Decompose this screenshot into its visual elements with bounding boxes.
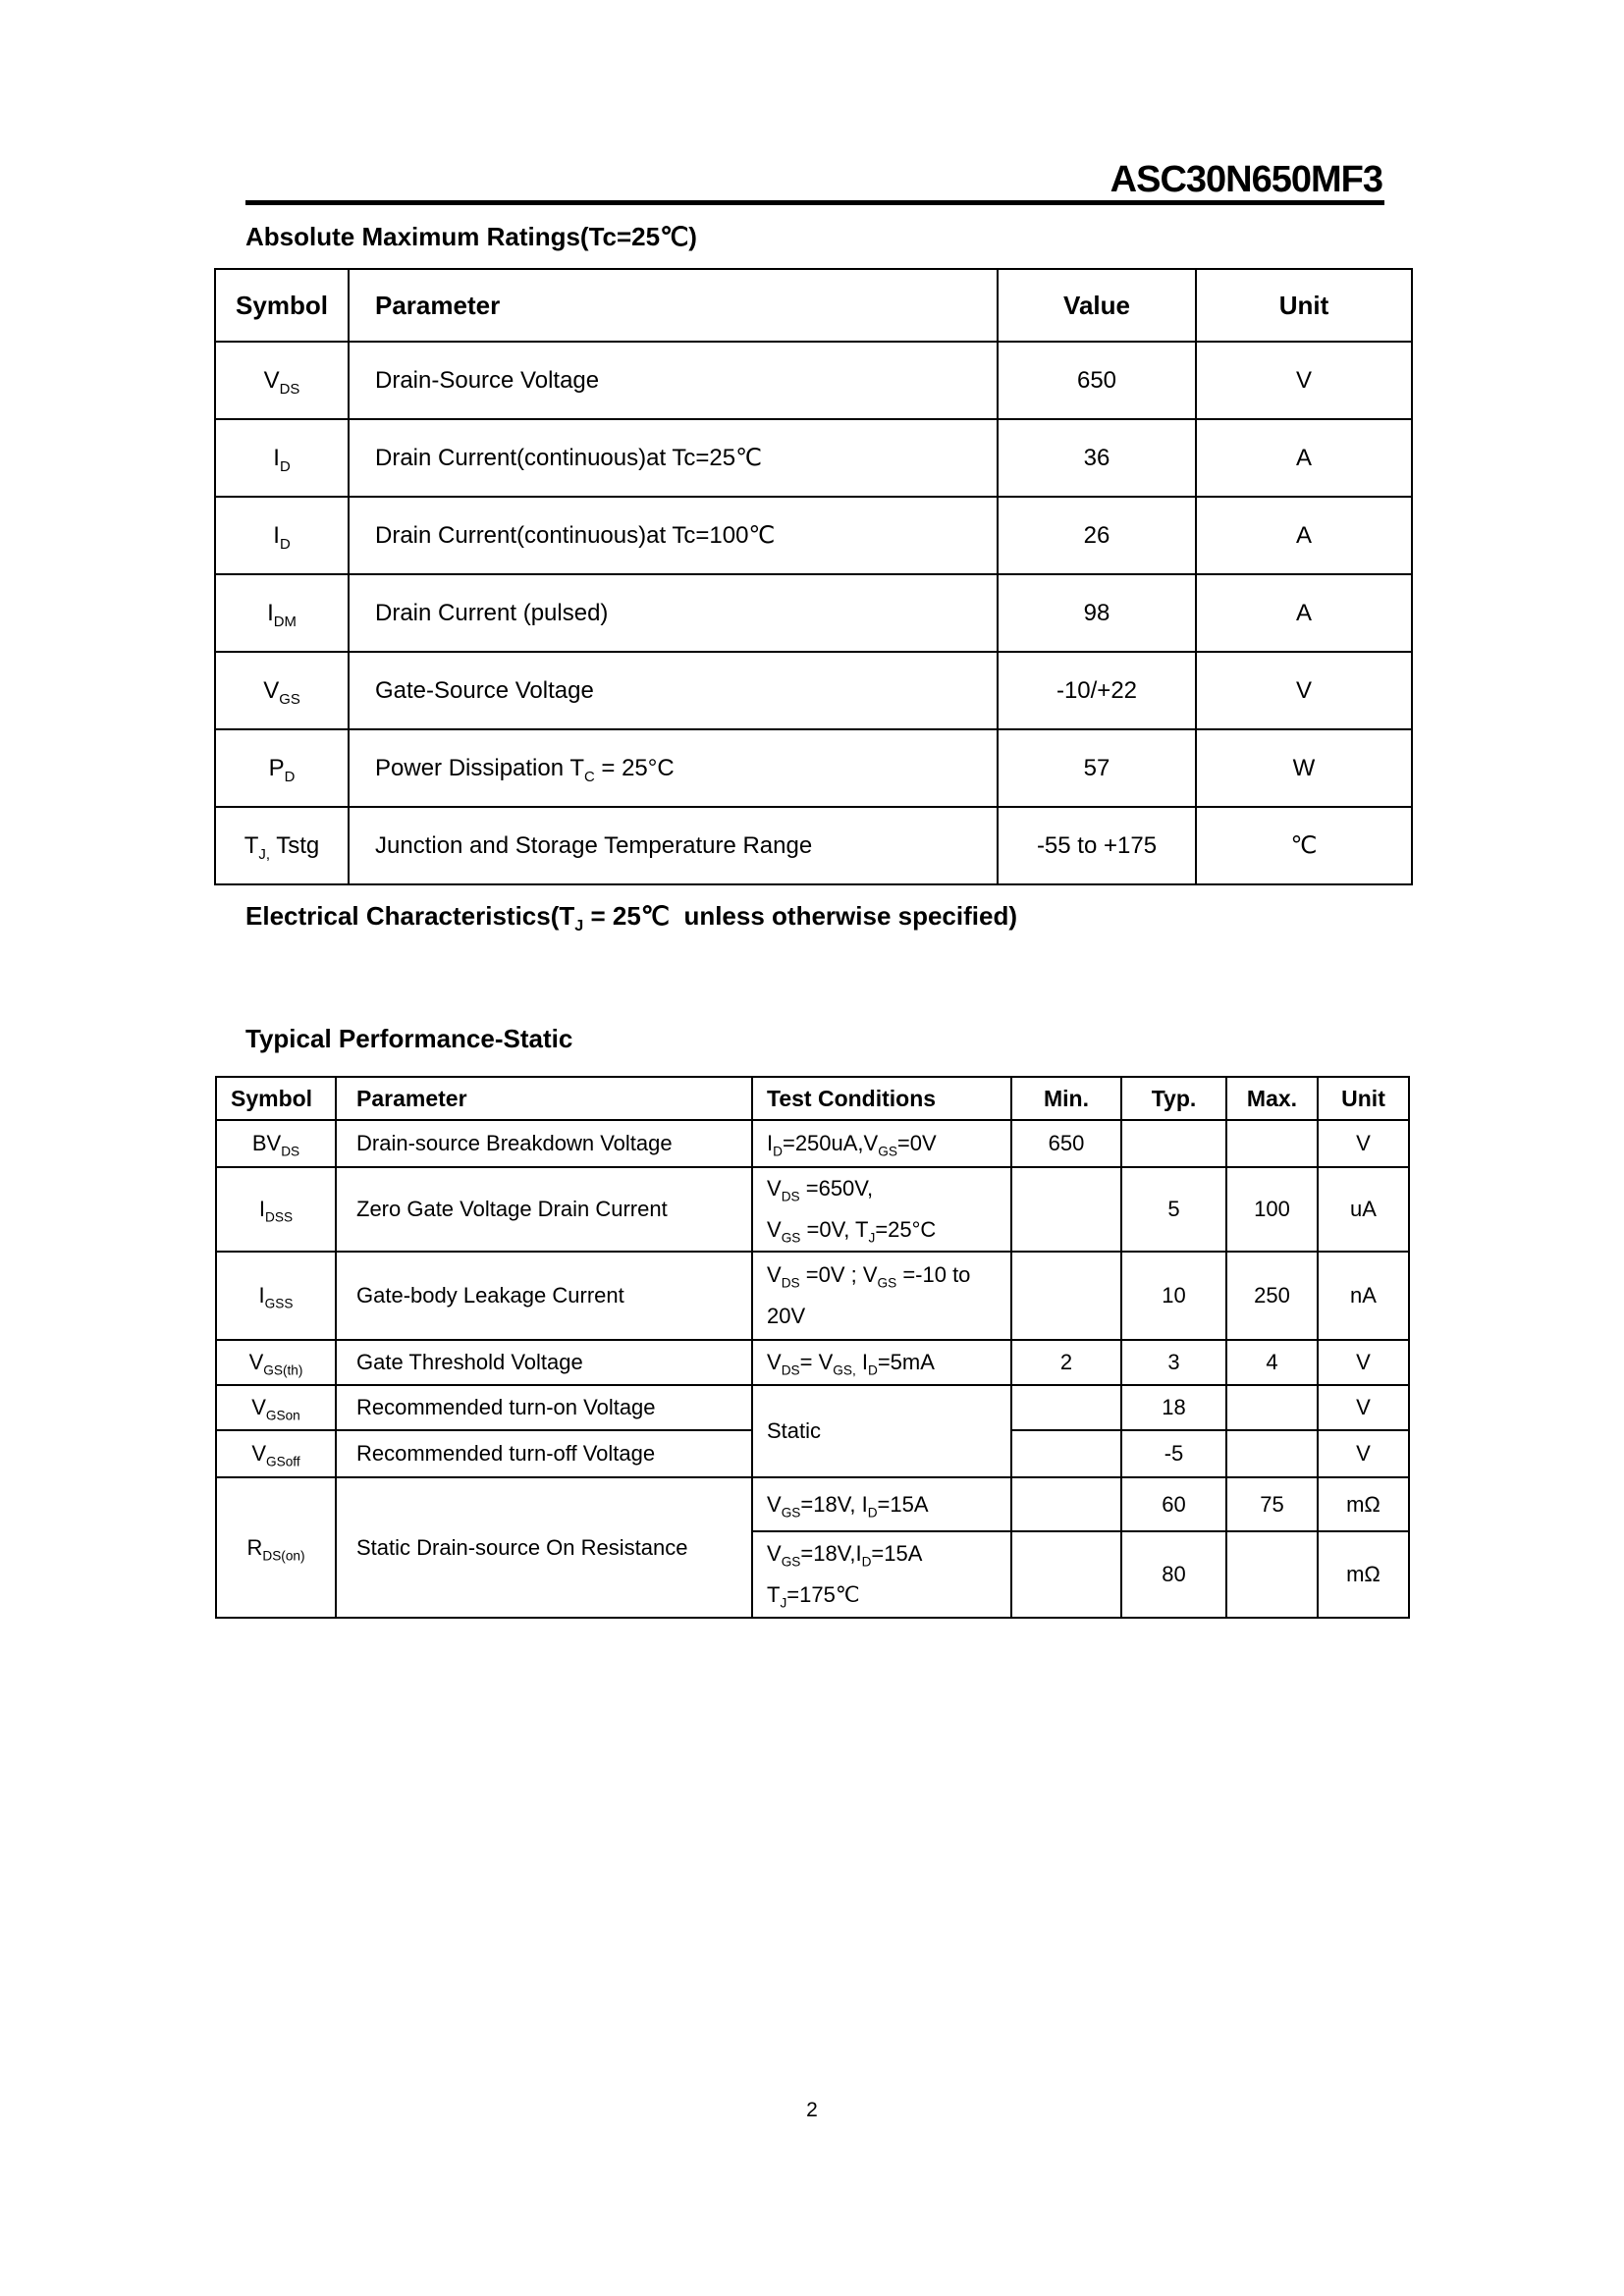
cell-unit: nA [1318, 1252, 1409, 1340]
title-divider [245, 200, 1384, 205]
cell-typ: 60 [1121, 1477, 1226, 1531]
cell-symbol: $V_{GS}$ [215, 652, 349, 729]
cell-symbol: $I_D$ [215, 419, 349, 497]
cell-symbol: $I_{DSS}$ [216, 1167, 336, 1252]
column-header-symbol: Symbol [215, 269, 349, 342]
column-header-parameter: Parameter [336, 1077, 752, 1120]
column-header-typ: Typ. [1121, 1077, 1226, 1120]
cell-max: 4 [1226, 1340, 1318, 1385]
cell-test-conditions: $V_{GS}=18V$, $I_D=15A$ [752, 1477, 1011, 1531]
table-row [216, 1477, 1409, 1531]
column-header-value: Value [998, 269, 1196, 342]
cell-value: -55 to +175 [998, 807, 1196, 884]
heading-typical-performance-static: Typical Performance-Static [245, 1024, 573, 1053]
cell-symbol: $BV_{DS}$ [216, 1120, 336, 1167]
cell-parameter: Drain-Source Voltage [349, 342, 998, 419]
cell-typ: 80 [1121, 1531, 1226, 1618]
table-row [215, 342, 1412, 419]
column-header-test-conditions: Test Conditions [752, 1077, 1011, 1120]
typical-performance-static-table [215, 1076, 1410, 1619]
cell-min: 650 [1011, 1120, 1121, 1167]
cell-parameter: Power Dissipation $T_C = 25^\circ C$ [349, 729, 998, 807]
cell-symbol: $V_{GSoff}$ [216, 1430, 336, 1477]
column-header-parameter: Parameter [349, 269, 998, 342]
cell-symbol: $V_{GS(th)}$ [216, 1340, 336, 1385]
cell-symbol: $I_{DM}$ [215, 574, 349, 652]
cell-min [1011, 1385, 1121, 1430]
cell-parameter: Drain-source Breakdown Voltage [336, 1120, 752, 1167]
cell-min [1011, 1167, 1121, 1252]
cell-parameter: Drain Current(continuous)at Tc=25℃ [349, 419, 998, 497]
cell-min [1011, 1252, 1121, 1340]
cell-value: 650 [998, 342, 1196, 419]
cell-parameter: Zero Gate Voltage Drain Current [336, 1167, 752, 1252]
cell-unit: W [1196, 729, 1412, 807]
cell-unit: mΩ [1318, 1531, 1409, 1618]
cell-symbol: $I_{GSS}$ [216, 1252, 336, 1340]
table-row [215, 729, 1412, 807]
cell-parameter: Drain Current (pulsed) [349, 574, 998, 652]
cell-min [1011, 1430, 1121, 1477]
cell-unit: A [1196, 574, 1412, 652]
table-row [215, 652, 1412, 729]
cell-parameter: Drain Current(continuous)at Tc=100℃ [349, 497, 998, 574]
cell-unit: V [1318, 1385, 1409, 1430]
cell-max [1226, 1120, 1318, 1167]
cell-value: 36 [998, 419, 1196, 497]
cell-unit: V [1318, 1340, 1409, 1385]
cell-symbol: $V_{GSon}$ [216, 1385, 336, 1430]
cell-typ: 3 [1121, 1340, 1226, 1385]
cell-test-conditions: $V_{DS}= V_{GS,}$ $I_D=5mA$ [752, 1340, 1011, 1385]
cell-value: 26 [998, 497, 1196, 574]
cell-min: 2 [1011, 1340, 1121, 1385]
cell-parameter: Gate-body Leakage Current [336, 1252, 752, 1340]
cell-typ: 18 [1121, 1385, 1226, 1430]
cell-symbol: $R_{DS(on)}$ [216, 1477, 336, 1618]
cell-max: 250 [1226, 1252, 1318, 1340]
cell-unit: A [1196, 419, 1412, 497]
table-row [216, 1385, 1409, 1430]
table-header-row [216, 1077, 1409, 1120]
cell-symbol: $I_D$ [215, 497, 349, 574]
cell-unit: V [1318, 1430, 1409, 1477]
column-header-max: Max. [1226, 1077, 1318, 1120]
table-header-row [215, 269, 1412, 342]
cell-value: -10/+22 [998, 652, 1196, 729]
cell-symbol: $P_D$ [215, 729, 349, 807]
cell-test-conditions: $V_{GS}=18V,I_D=15A$ $T_J=175℃$ [752, 1531, 1011, 1618]
cell-value: 98 [998, 574, 1196, 652]
column-header-unit: Unit [1196, 269, 1412, 342]
heading-absolute-maximum-ratings: Absolute Maximum Ratings(Tc=25℃) [245, 222, 697, 251]
cell-typ: 5 [1121, 1167, 1226, 1252]
column-header-min: Min. [1011, 1077, 1121, 1120]
cell-typ: -5 [1121, 1430, 1226, 1477]
cell-unit: mΩ [1318, 1477, 1409, 1531]
column-header-unit: Unit [1318, 1077, 1409, 1120]
table-row [215, 419, 1412, 497]
cell-typ: 10 [1121, 1252, 1226, 1340]
absolute-maximum-ratings-table [214, 268, 1413, 885]
cell-typ [1121, 1120, 1226, 1167]
table-row [216, 1120, 1409, 1167]
cell-parameter: Recommended turn-on Voltage [336, 1385, 752, 1430]
page-number: 2 [806, 2099, 818, 2121]
cell-parameter: Junction and Storage Temperature Range [349, 807, 998, 884]
table-row [215, 574, 1412, 652]
table-row [215, 497, 1412, 574]
cell-test-conditions: $V_{DS} =0V$ ; $V_{GS} =-10$ to 20V [752, 1252, 1011, 1340]
cell-max: 100 [1226, 1167, 1318, 1252]
column-header-symbol: Symbol [216, 1077, 336, 1120]
cell-unit: ℃ [1196, 807, 1412, 884]
table-row [216, 1252, 1409, 1340]
heading-electrical-characteristics: Electrical $Characteristics(T_J$ = 25℃ unless otherwise specified) [245, 901, 1017, 935]
cell-max [1226, 1531, 1318, 1618]
table-row [216, 1340, 1409, 1385]
cell-unit: V [1196, 652, 1412, 729]
cell-unit: V [1318, 1120, 1409, 1167]
cell-parameter: Recommended turn-off Voltage [336, 1430, 752, 1477]
cell-max: 75 [1226, 1477, 1318, 1531]
table-row [215, 807, 1412, 884]
table-row [216, 1167, 1409, 1252]
cell-symbol: $V_{DS}$ [215, 342, 349, 419]
cell-min [1011, 1477, 1121, 1531]
cell-max [1226, 1430, 1318, 1477]
cell-unit: uA [1318, 1167, 1409, 1252]
document-title: ASC30N650MF3 [1110, 159, 1382, 200]
cell-unit: V [1196, 342, 1412, 419]
cell-test-conditions: $V_{DS} =650V$, $V_{GS} =0V$, $T_J=25^\circ C$ [752, 1167, 1011, 1252]
cell-parameter: Static Drain-source On Resistance [336, 1477, 752, 1618]
cell-max [1226, 1385, 1318, 1430]
cell-test-conditions: $I_D=250uA,V_{GS}=0V$ [752, 1120, 1011, 1167]
cell-unit: A [1196, 497, 1412, 574]
cell-parameter: Gate Threshold Voltage [336, 1340, 752, 1385]
cell-test-conditions: Static [752, 1385, 1011, 1477]
cell-min [1011, 1531, 1121, 1618]
cell-parameter: Gate-Source Voltage [349, 652, 998, 729]
cell-value: 57 [998, 729, 1196, 807]
cell-symbol: $T_{J,}$ Tstg [215, 807, 349, 884]
